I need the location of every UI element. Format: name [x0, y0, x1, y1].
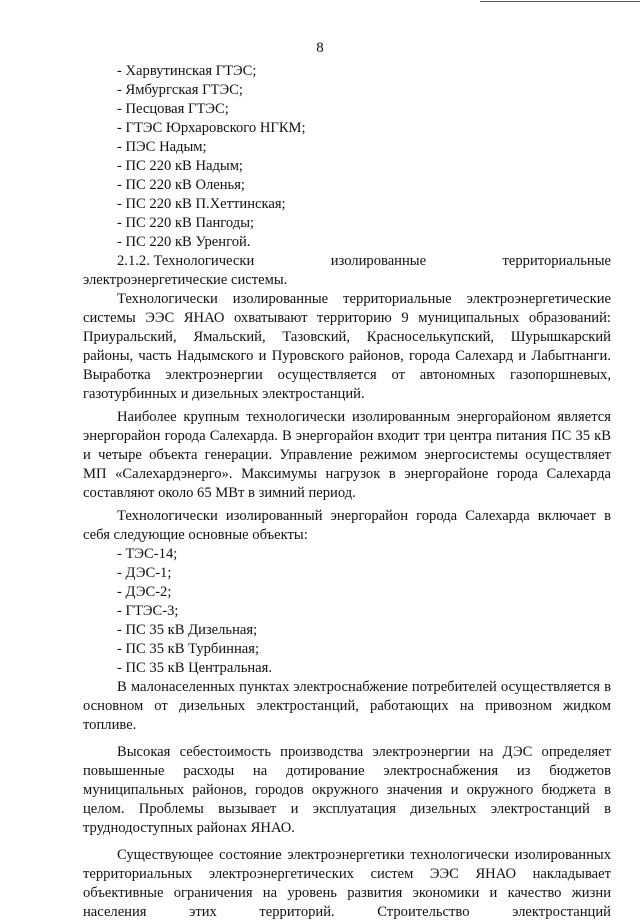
- list-item: - ГТЭС-3;: [117, 603, 179, 619]
- heading-part-3: территориальные: [502, 253, 611, 269]
- power-plants-list: [83, 62, 611, 252]
- list-item: - ПС 35 кВ Центральная.: [117, 660, 273, 676]
- list-item: - Ямбургская ГТЭС;: [117, 82, 243, 98]
- salekhard-objects-list: [83, 545, 611, 678]
- list-item: - Харвутинская ГТЭС;: [117, 63, 257, 79]
- list-item: - ПС 220 кВ Надым;: [117, 158, 243, 174]
- paragraph-high-cost: Высокая себестоимость производства электроэнергии на ДЭС определяет повышенные расходы на дотирование электроснабжения из бюджетов муниципальных районов, городов окружного значения и окружного бюджета в целом. Проблемы вызывает и эксплуатация дизельных электростанций в труднодоступных районах ЯНАО.: [83, 744, 611, 836]
- list-item: - ПС 220 кВ Пангоды;: [117, 215, 255, 231]
- list-item: - Песцовая ГТЭС;: [117, 101, 229, 117]
- list-item: - ГТЭС Юрхаровского НГКМ;: [117, 120, 306, 136]
- heading-part-2: изолированные: [330, 253, 427, 269]
- list-item: - ПС 220 кВ П.Хеттинская;: [117, 196, 286, 212]
- list-item: - ПС 35 кВ Дизельная;: [117, 622, 258, 638]
- list-item: - ПС 220 кВ Уренгой.: [117, 234, 251, 250]
- paragraph-current-state: Существующее состояние электроэнергетики технологически изолированных территориальных электроэнергетических систем ЭЭС ЯНАО накладывает объективные ограничения на уровень развития экономики и качество жизни населения этих территорий. Строительство электростанций: [83, 847, 611, 920]
- list-item: - ПС 35 кВ Турбинная;: [117, 641, 260, 657]
- list-item: - ПС 220 кВ Оленья;: [117, 177, 245, 193]
- paragraph-salekhard-area: Наиболее крупным технологически изолированным энергорайоном является энергорайон города Салехарда. В энергорайон входит три центра питания ПС 35 кВ и четыре объекта генерации. Управление режимом энергосистемы осуществляет МП «Салехардэнерго». Максимумы нагрузок в энергорайоне города Салехарда составляют около 65 МВт в зимний период.: [83, 409, 611, 501]
- list-item: - ДЭС-2;: [117, 584, 172, 600]
- list-item: - ДЭС-1;: [117, 565, 172, 581]
- list-item: - ПЭС Надым;: [117, 139, 207, 155]
- page-content: [83, 62, 611, 922]
- page-number: 8: [316, 40, 324, 56]
- heading-part-1: 2.1.2. Технологически: [117, 253, 255, 269]
- section-heading: [83, 252, 611, 271]
- paragraph-objects-intro: Технологически изолированный энергорайон города Салехарда включает в себя следующие основные объекты:: [83, 508, 611, 543]
- paragraph-small-settlements: В малонаселенных пунктах электроснабжение потребителей осуществляется в основном от дизельных электростанций, работающих на привозном жидком топливе.: [83, 679, 611, 733]
- section-heading-rest: электроэнергетические системы.: [83, 272, 288, 288]
- paragraph-isolated-systems: Технологически изолированные территориальные электроэнергетические системы ЭЭС ЯНАО охватывают территорию 9 муниципальных образований: Приуральский, Ямальский, Тазовский, Красноселькупский, Шурышкарский районы, часть Надымского и Пуровского районов, города Салехард и Лабытнанги. Выработка электроэнергии осуществляется от автономных газопоршневых, газотурбинных и дизельных электростанций.: [83, 291, 611, 402]
- list-item: - ТЭС-14;: [117, 546, 178, 562]
